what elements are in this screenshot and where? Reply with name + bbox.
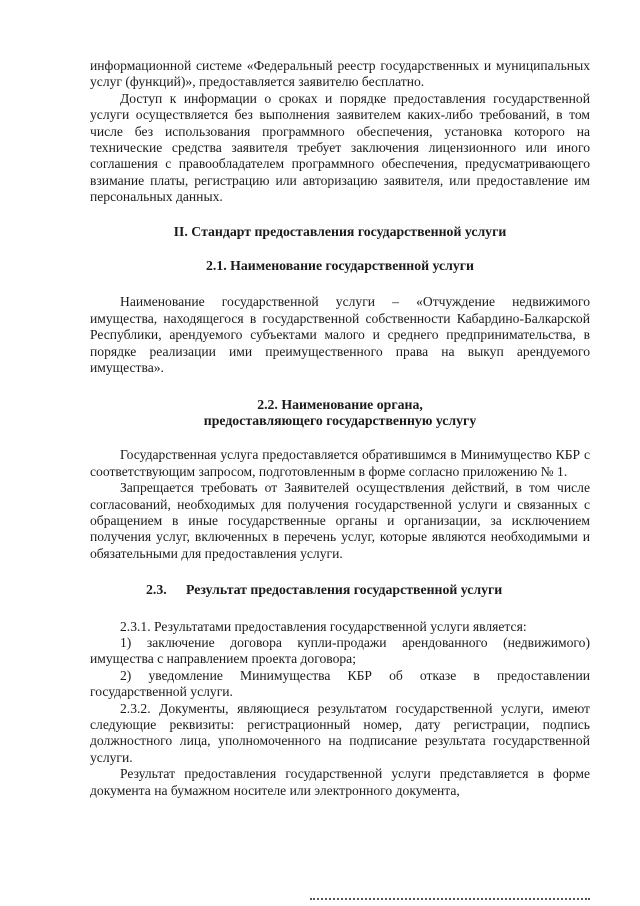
section-2-3-paragraph-4: 2.3.2. Документы, являющиеся результатом государственной услуги, имеют следующие реквизиты: регистрационный номер, дату регистрации, подпись должностного лица, уполномоченного на подписание результата государственной услуги. [90,700,590,765]
section-2-1-paragraph: Наименование государственной услуги – «Отчуждение недвижимого имущества, находящегося в государственной собственности Кабардино-Балкарской Республики, арендуемого субъектами малого и среднего предпринимательства, в порядке реализации ими преимущественного права на выкуп арендуемого имущества». [90,294,590,376]
intro-paragraph-1: информационной системе «Федеральный реестр государственных и муниципальных услуг (функций)», предоставляется заявителю бесплатно. [90,58,590,90]
section-2-3-paragraph-3: 2) уведомление Минимущества КБР об отказе в предоставлении государственной услуги. [90,667,590,700]
intro-paragraph-2: Доступ к информации о сроках и порядке предоставления государственной услуги осуществляется без выполнения заявителем каких-либо требований, в том числе без использования программного обеспечения, установка которого на технические средства заявителя требует заключения лицензионного или иного соглашения с правообладателем программного обеспечения, предусматривающего взимание платы, регистрацию или авторизацию заявителя, или предоставление им персональных данных. [90,90,590,205]
section-2-3-heading [146,582,590,598]
section-2-3-paragraph-2: 1) заключение договора купли-продажи арендованного (недвижимого) имущества с направлением проекта договора; [90,634,590,667]
section-2-3-title: Результат предоставления государственной услуги [186,582,503,598]
section-2-2-heading [90,397,590,430]
section-2-2-paragraph-1: Государственная услуга предоставляется обратившимся в Минимущество КБР с соответствующим запросом, подготовленным в форме согласно приложению № 1. [90,447,590,479]
section-2-2-title-line-1: 2.2. Наименование органа, [257,396,423,412]
section-2-3-number: 2.3. [146,582,167,598]
section-2-1-title: 2.1. Наименование государственной услуги [205,258,475,274]
document-page [90,58,590,799]
section-2-title: II. Стандарт предоставления государственной услуги [173,223,507,239]
section-2-2-title-line-2: предоставляющего государственную услугу [203,412,477,428]
section-2-3-paragraph-5: Результат предоставления государственной услуги представляется в форме документа на бумажном носителе или электронного документа, [90,766,590,798]
section-2-3-paragraph-1: 2.3.1. Результатами предоставления государственной услуги является: [120,618,527,634]
section-2-2-paragraph-2: Запрещается требовать от Заявителей осуществления действий, в том числе согласований, необходимых для получения государственной услуги и связанных с обращением в иные государственные органы и организации, за исключением получения услуг, включенных в перечень услуг, которые являются необходимыми и обязательными для предоставления услуги. [90,480,590,561]
scan-edge-mark [310,898,590,902]
